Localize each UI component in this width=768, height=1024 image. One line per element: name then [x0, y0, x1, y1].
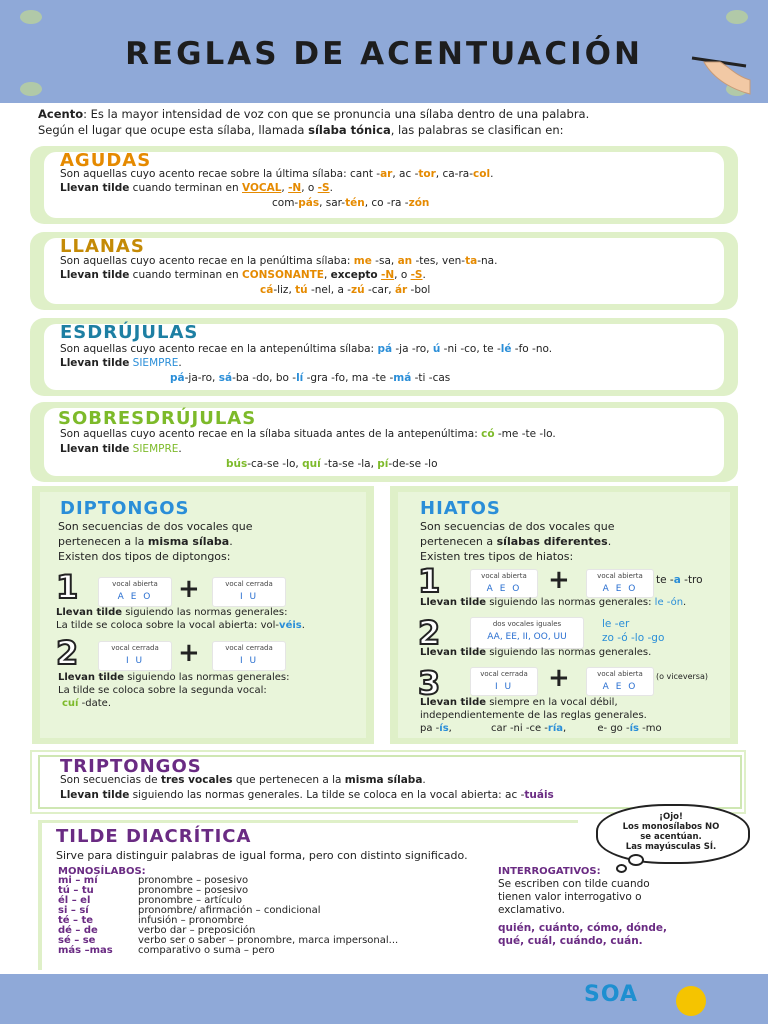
- number-three: 3: [418, 664, 441, 702]
- rule-term: VOCAL: [242, 182, 282, 194]
- triptongos-definition: [60, 774, 426, 786]
- sobresdrujulas-examples: [226, 458, 438, 470]
- writing-hand-icon: [684, 50, 754, 100]
- text: -ni -co, te -: [440, 343, 501, 355]
- text: , ac -: [392, 168, 419, 180]
- text: ,: [448, 723, 452, 734]
- text: car -ni -ce -: [491, 723, 548, 734]
- chip-label: vocal cerrada: [225, 580, 273, 588]
- intro-line1: : Es la mayor intensidad de voz con que se pronuncia una sílaba dentro de una palabra.: [83, 107, 590, 121]
- hiatos-example-1: [656, 574, 703, 586]
- chip-label: vocal abierta: [597, 670, 643, 678]
- number-two: 2: [418, 614, 441, 652]
- text: , ca-ra-: [435, 168, 474, 180]
- monosilabo-word: más –mas: [58, 945, 113, 956]
- agudas-definition: [60, 168, 493, 180]
- monosilabo-word: tú – tu: [58, 885, 94, 896]
- sobresdrujulas-definition: [60, 428, 556, 440]
- syllable: lí: [296, 372, 304, 384]
- syllable: zú: [351, 284, 365, 296]
- text: ,: [323, 269, 331, 281]
- text: siguiendo las normas generales.: [486, 647, 652, 658]
- text: -ca-se -lo,: [247, 458, 303, 470]
- diacritica-subtitle: Sirve para distinguir palabras de igual forma, pero con distinto significado.: [56, 849, 468, 862]
- text: Se escriben con tilde cuando: [498, 878, 650, 890]
- rule-label: Llevan tilde: [56, 607, 123, 618]
- decor-dot: [20, 10, 42, 24]
- rule-term: -S: [317, 182, 330, 194]
- syllable: ís: [439, 723, 449, 734]
- brand-logo: SOA: [584, 982, 638, 1007]
- text: .: [178, 443, 182, 455]
- syllable: ís: [629, 723, 639, 734]
- cloud-bubble: [628, 854, 644, 866]
- syllable: má: [393, 372, 412, 384]
- chip-value: A E O: [117, 592, 153, 602]
- syllable: ár: [394, 284, 408, 296]
- syllable: pá: [170, 372, 185, 384]
- text: siguiendo las normas generales:: [124, 672, 290, 683]
- text: pa -: [420, 723, 440, 734]
- syllable: pí: [377, 458, 389, 470]
- intro-bold: sílaba tónica: [308, 123, 391, 137]
- chip-vocal-abierta: [586, 667, 654, 696]
- esdrujulas-rule: [60, 357, 182, 369]
- sobresdrujulas-rule: [60, 443, 182, 455]
- syllable: bús: [226, 458, 248, 470]
- llanas-examples: [260, 284, 430, 296]
- text: te -: [656, 574, 674, 586]
- chip-vocal-abierta: [586, 569, 654, 598]
- monosilabo-meaning: infusión – pronombre: [138, 915, 244, 926]
- text: Existen dos tipos de diptongos:: [58, 550, 231, 563]
- hiatos-rule-3: [420, 696, 647, 722]
- syllable: col: [473, 168, 491, 180]
- agudas-rule: [60, 182, 333, 194]
- text: e- go -: [597, 723, 630, 734]
- monosilabo-meaning: pronombre – posesivo: [138, 875, 249, 886]
- text: cuando terminan en: [129, 182, 242, 194]
- syllable: tuáis: [524, 789, 554, 801]
- diptongos-title: DIPTONGOS: [60, 498, 190, 519]
- llanas-rule: [60, 269, 426, 281]
- interrogativos-description: [498, 878, 650, 917]
- intro-line2: Según el lugar que ocupe esta sílaba, llamada: [38, 123, 309, 137]
- rule-label: Llevan tilde: [60, 443, 130, 455]
- number-one: 1: [56, 568, 79, 606]
- text: .: [229, 535, 233, 548]
- bold-term: sílabas diferentes: [496, 535, 608, 548]
- page-title: REGLAS DE ACENTUACIÓN: [125, 36, 643, 72]
- text: , o: [394, 269, 411, 281]
- text: cuando terminan en: [129, 269, 242, 281]
- text: , co -ra -: [364, 197, 409, 209]
- chip-value: AA, EE, II, OO, UU: [487, 632, 567, 642]
- text: -car,: [364, 284, 395, 296]
- monosilabo-meaning: pronombre/ afirmación – condicional: [138, 905, 321, 916]
- llanas-definition: [60, 255, 497, 267]
- monosilabo-meaning: pronombre – posesivo: [138, 885, 249, 896]
- text: -nel, a -: [307, 284, 352, 296]
- monosilabo-word: dé – de: [58, 925, 98, 936]
- text: , sar-: [319, 197, 346, 209]
- text: .: [607, 535, 612, 548]
- text: -de-se -lo: [388, 458, 438, 470]
- chip-label: vocal cerrada: [225, 644, 273, 652]
- hiatos-rule-2: [420, 647, 651, 658]
- syllable: pá: [377, 343, 393, 355]
- monosilabo-meaning: verbo dar – preposición: [138, 925, 256, 936]
- text: -liz,: [273, 284, 296, 296]
- hiatos-example-2: [602, 617, 664, 645]
- syllable: véis: [279, 620, 302, 631]
- text: Son aquellas cuyo acento recae en la antepenúltima sílaba:: [60, 343, 378, 355]
- chip-label: dos vocales iguales: [492, 620, 562, 628]
- cloud-bubble: [616, 864, 627, 873]
- text: -ti -cas: [411, 372, 451, 384]
- chip-vocal-cerrada: [470, 667, 538, 696]
- plus-icon: +: [548, 565, 570, 595]
- chip-label: vocal cerrada: [480, 670, 528, 678]
- bold-term: misma sílaba: [344, 774, 423, 786]
- text: .: [490, 168, 494, 180]
- text: com-: [272, 197, 299, 209]
- text: .: [178, 357, 182, 369]
- text: -mo: [638, 723, 662, 734]
- rule-label: Llevan tilde: [60, 789, 130, 801]
- syllable: pás: [298, 197, 320, 209]
- text: -bol: [407, 284, 431, 296]
- interrogativos-title: INTERROGATIVOS:: [498, 866, 601, 877]
- hiatos-examples-3: [420, 723, 662, 734]
- text: -ta-se -la,: [320, 458, 378, 470]
- text: se acentúan.: [640, 832, 702, 842]
- text: -date.: [78, 698, 111, 709]
- number-one: 1: [418, 562, 441, 600]
- interrogativos-examples: [498, 922, 667, 948]
- syllable: có: [481, 428, 495, 440]
- rule-label: Llevan tilde: [60, 357, 130, 369]
- text: qué, cuál, cuándo, cuán.: [498, 935, 643, 947]
- viceversa-note: (o viceversa): [656, 672, 708, 681]
- intro-text: [38, 106, 748, 138]
- text: ,: [281, 182, 289, 194]
- monosilabo-word: mi – mí: [58, 875, 98, 886]
- text: quién, cuánto, cómo, dónde,: [498, 922, 668, 934]
- sobresdrujulas-title: SOBRESDRÚJULAS: [58, 408, 257, 429]
- rule-term: -N: [380, 269, 395, 281]
- rule-term: -N: [288, 182, 302, 194]
- text: independientemente de las reglas generales.: [420, 710, 647, 721]
- rule-label: Llevan tilde: [420, 697, 487, 708]
- plus-icon: +: [548, 663, 570, 693]
- text: Los monosílabos NO: [622, 822, 720, 832]
- text: -ba -do, bo -: [232, 372, 297, 384]
- text: siempre en la vocal débil,: [486, 697, 618, 708]
- text: -na.: [477, 255, 498, 267]
- text: pertenecen a la: [58, 535, 148, 548]
- text: -ja -ro,: [392, 343, 433, 355]
- text: Son secuencias de dos vocales que: [58, 520, 253, 533]
- chip-label: vocal abierta: [597, 572, 643, 580]
- text: .: [422, 269, 426, 281]
- chip-value: A E O: [602, 682, 638, 692]
- rule-term: SIEMPRE: [132, 357, 179, 369]
- esdrujulas-examples: [170, 372, 450, 384]
- chip-vocal-abierta: [98, 577, 172, 607]
- text: Son aquellas cuyo acento recae en la penúltima sílaba:: [60, 255, 354, 267]
- text: .: [329, 182, 333, 194]
- text: que pertenecen a la: [232, 774, 345, 786]
- text: -fo -no.: [511, 343, 553, 355]
- rule-label: Llevan tilde: [420, 647, 487, 658]
- text: -me -te -lo.: [494, 428, 556, 440]
- monosilabo-word: si – sí: [58, 905, 89, 916]
- text: exclamativo.: [498, 904, 565, 916]
- monosilabos-title: MONOSÍLABOS:: [58, 866, 146, 877]
- text: ,: [563, 723, 567, 734]
- chip-vocal-cerrada: [212, 641, 286, 671]
- diptongos-rule-1: [56, 606, 305, 632]
- chip-value: I U: [239, 656, 259, 666]
- text: siguiendo las normas generales. La tilde se coloca en la vocal abierta: ac -: [129, 789, 525, 801]
- diptongos-rule-2: [58, 671, 289, 710]
- hiatos-description: [420, 519, 615, 564]
- plus-icon: +: [178, 574, 200, 604]
- chip-value: I U: [125, 656, 145, 666]
- text: Existen tres tipos de hiatos:: [420, 550, 574, 563]
- example: le -er: [602, 618, 630, 630]
- text: Las mayúsculas SÍ.: [625, 842, 717, 852]
- chip-vocal-cerrada: [212, 577, 286, 607]
- diacritica-title: TILDE DIACRÍTICA: [56, 826, 252, 847]
- llanas-title: LLANAS: [60, 236, 145, 257]
- chip-label: vocal abierta: [481, 572, 527, 580]
- syllable: quí: [302, 458, 321, 470]
- text: -gra -fo, ma -te -: [303, 372, 394, 384]
- monosilabo-word: té – te: [58, 915, 94, 926]
- text: siguiendo las normas generales:: [486, 597, 655, 608]
- text: .: [422, 774, 426, 786]
- number-two: 2: [56, 634, 79, 672]
- rule-term: CONSONANTE: [242, 269, 324, 281]
- chip-vocales-iguales: [470, 617, 584, 649]
- monosilabo-word: sé – se: [58, 935, 96, 946]
- monosilabo-meaning: comparativo o suma – pero: [138, 945, 275, 956]
- hiatos-title: HIATOS: [420, 498, 501, 519]
- syllable: lé: [500, 343, 512, 355]
- example: zo -ó -lo -go: [602, 632, 665, 644]
- monosilabos-list: [58, 876, 398, 956]
- decor-dot: [726, 10, 748, 24]
- text: Son aquellas cuyo acento recae en la sílaba situada antes de la antepenúltima:: [60, 428, 482, 440]
- text: tienen valor interrogativo o: [498, 891, 642, 903]
- text: Son secuencias de dos vocales que: [420, 520, 615, 533]
- rule-term: -S: [410, 269, 423, 281]
- monosilabo-meaning: pronombre – artículo: [138, 895, 242, 906]
- text: .: [301, 620, 305, 631]
- decor-dot: [20, 82, 42, 96]
- syllable: ar: [380, 168, 393, 180]
- bold-term: tres vocales: [160, 774, 233, 786]
- syllable: a: [673, 574, 681, 586]
- agudas-examples: [272, 197, 429, 209]
- text: La tilde se coloca sobre la segunda vocal:: [58, 685, 267, 696]
- diptongos-description: [58, 519, 253, 564]
- chip-value: I U: [239, 592, 259, 602]
- text: -sa,: [371, 255, 398, 267]
- text: -ja-ro,: [184, 372, 219, 384]
- example: le -ón: [654, 597, 684, 608]
- syllable: sá: [218, 372, 233, 384]
- syllable: ta: [465, 255, 478, 267]
- syllable: ría: [547, 723, 564, 734]
- rule-label: Llevan tilde: [60, 182, 130, 194]
- triptongos-rule: [60, 789, 554, 801]
- syllable: ú: [432, 343, 441, 355]
- chip-value: I U: [494, 682, 514, 692]
- text: , o: [301, 182, 318, 194]
- syllable: tén: [345, 197, 365, 209]
- rule-label: Llevan tilde: [60, 269, 130, 281]
- intro-label: Acento: [38, 107, 84, 121]
- rule-label: Llevan tilde: [58, 672, 125, 683]
- esdrujulas-definition: [60, 343, 552, 355]
- hiatos-rule-1: [420, 597, 686, 608]
- monosilabo-word: él – el: [58, 895, 91, 906]
- text: pertenecen a: [420, 535, 497, 548]
- syllable: cuí: [62, 698, 79, 709]
- text: Son secuencias de: [60, 774, 161, 786]
- text: siguiendo las normas generales:: [122, 607, 288, 618]
- text: La tilde se coloca sobre la vocal abierta: vol-: [56, 620, 280, 631]
- rule-label: Llevan tilde: [420, 597, 487, 608]
- chip-vocal-abierta: [470, 569, 538, 598]
- chip-vocal-cerrada: [98, 641, 172, 671]
- lightbulb-icon: [676, 986, 706, 1016]
- bold-term: misma sílaba: [147, 535, 230, 548]
- chip-value: A E O: [602, 584, 638, 594]
- chip-value: A E O: [486, 584, 522, 594]
- note-cloud-text: [596, 812, 746, 852]
- rule-term: SIEMPRE: [132, 443, 179, 455]
- monosilabo-meaning: verbo ser o saber – pronombre, marca impersonal...: [138, 935, 399, 946]
- syllable: me: [353, 255, 372, 267]
- chip-label: vocal abierta: [112, 580, 158, 588]
- monosilabo-row: [58, 946, 398, 956]
- syllable: cá: [260, 284, 274, 296]
- syllable: an: [397, 255, 413, 267]
- syllable: tú: [295, 284, 308, 296]
- text: Son aquellas cuyo acento recae sobre la última sílaba: cant -: [60, 168, 381, 180]
- triptongos-title: TRIPTONGOS: [60, 756, 202, 777]
- plus-icon: +: [178, 638, 200, 668]
- rule-exception: excepto: [330, 269, 378, 281]
- text: -tes, ven-: [412, 255, 466, 267]
- esdrujulas-title: ESDRÚJULAS: [60, 322, 199, 343]
- text: ¡Ojo!: [659, 812, 683, 822]
- intro-line2-end: , las palabras se clasifican en:: [390, 123, 564, 137]
- text: .: [683, 597, 687, 608]
- agudas-title: AGUDAS: [60, 150, 152, 171]
- chip-label: vocal cerrada: [111, 644, 159, 652]
- text: -tro: [680, 574, 703, 586]
- diacritica-border: [38, 820, 578, 823]
- syllable: tor: [418, 168, 436, 180]
- syllable: zón: [408, 197, 430, 209]
- diacritica-border: [38, 820, 42, 970]
- footer-band: [0, 974, 768, 1024]
